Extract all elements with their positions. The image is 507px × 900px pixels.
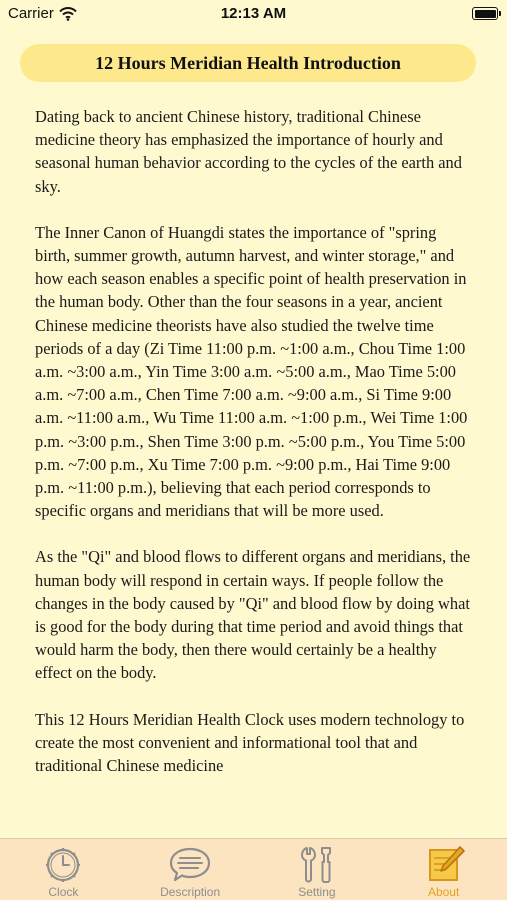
status-bar: [0, 0, 507, 28]
clock-icon: [41, 844, 85, 884]
battery-icon: [472, 7, 498, 20]
paragraph: This 12 Hours Meridian Health Clock uses modern technology to create the most convenient and informational tool that and traditional Chinese medicine: [35, 709, 465, 776]
tab-setting[interactable]: [254, 839, 381, 900]
tab-clock-label: Clock: [48, 885, 79, 899]
tab-setting-label: Setting: [298, 885, 336, 899]
tab-about-label: About: [427, 885, 460, 899]
speech-bubble-icon: [168, 844, 212, 884]
tab-clock[interactable]: [0, 839, 127, 900]
tab-bar: [0, 838, 507, 900]
tab-about[interactable]: [380, 839, 507, 900]
page-title: 12 Hours Meridian Health Introduction: [20, 44, 476, 82]
paragraph: The Inner Canon of Huangdi states the importance of "spring birth, summer growth, autumn harvest, and winter storage," and how each season enables a specific point of health preservation in the human body. Other than the four seasons in a year, ancient Chinese medicine theorists have also studied the twelve time periods of a day (Zi Time 11:00 p.m. ~1:00 a.m., Chou Time 1:00 a.m. ~3:00 a.m., Yin Time 3:00 a.m. ~5:00 a.m., Mao Time 5:00 a.m. ~7:00 a.m., Chen Time 7:00 a.m. ~9:00 a.m., Si Time 9:00 a.m. ~11:00 a.m., Wu Time 11:00 a.m. ~1:00 p.m., Wei Time 1:00 p.m. ~3:00 p.m., Shen Time 3:00 p.m. ~5:00 p.m., You Time 5:00 p.m. ~7:00 p.m., Xu Time 7:00 p.m. ~9:00 p.m., Hai Time 9:00 p.m. ~11:00 p.m.), believing that each period corresponds to specific organs and meridians that will be more used.: [35, 222, 468, 521]
carrier-label: Carrier: [8, 5, 54, 22]
status-time: 12:13 AM: [220, 5, 287, 22]
description-text[interactable]: [35, 105, 475, 838]
paragraph: Dating back to ancient Chinese history, traditional Chinese medicine theory has emphasized the importance of hourly and seasonal human behavior according to the cycles of the earth and sky.: [35, 107, 462, 196]
tab-description[interactable]: [127, 839, 254, 900]
note-pencil-icon: [422, 844, 466, 884]
tab-description-label: Description: [160, 885, 221, 899]
paragraph: As the "Qi" and blood flows to different organs and meridians, the human body will respond in certain ways. If people follow the changes in the body caused by "Qi" and blood flow by doing what is good for the body during that time period and avoid things that would harm the body, then there would certainly be a healthy effect on the body.: [35, 547, 471, 683]
tools-icon: [295, 844, 339, 884]
